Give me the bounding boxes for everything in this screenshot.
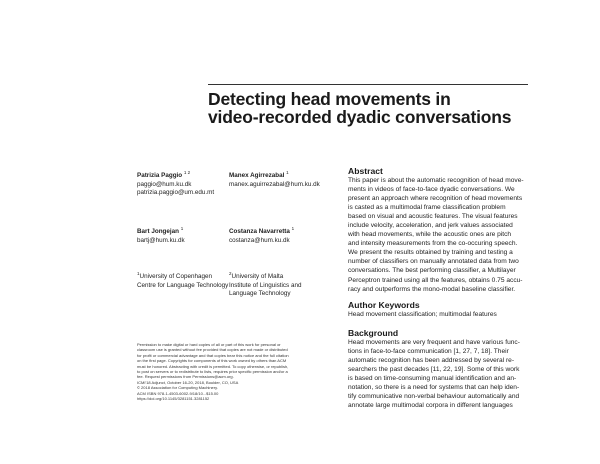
abstract-heading: Abstract xyxy=(348,166,383,176)
abstract-line: with head movements, while the acoustic ones are pitch xyxy=(348,231,512,239)
author-email: paggio@hum.ku.dk xyxy=(137,180,192,188)
affiliation-line: University of Malta xyxy=(231,273,284,280)
copyright-line: for profit or commercial advantage and that copies bear this notice and the full citation xyxy=(137,352,289,358)
title-line-1: Detecting head movements in xyxy=(208,89,451,109)
copyright-line: ICMI'18 Adjunct, October 16-20, 2018, Boulder, CO, USA xyxy=(137,379,239,385)
copyright-line: fee. Request permissions from Permissions@acm.org. xyxy=(137,374,234,380)
abstract-section xyxy=(348,166,528,294)
affiliation-marker: 1 xyxy=(137,270,140,276)
background-line: is based on time-consuming manual identification and an- xyxy=(348,375,517,383)
author-name: Manex Agirrezabal xyxy=(229,172,285,179)
abstract-line: Perceptron trained using all the features, obtains 0.75 accu- xyxy=(348,276,523,284)
copyright-line: Permission to make digital or hard copies of all or part of this work for personal or xyxy=(137,342,281,347)
author-affiliation-marker: 1 xyxy=(291,225,295,231)
abstract-line: conversations. The best performing classifier, a Multilayer xyxy=(348,267,516,275)
author-email: manex.aguirrezabal@hum.ku.dk xyxy=(229,180,320,188)
affiliation-line: Language Technology xyxy=(229,290,291,298)
background-line: searchers the past decades [11, 22, 19]. Some of this work xyxy=(348,366,520,374)
abstract-line: We present the results obtained by training and testing a xyxy=(348,249,513,257)
affiliation-block xyxy=(137,270,229,290)
title-line-2: video-recorded dyadic conversations xyxy=(208,107,512,127)
keywords-text xyxy=(348,310,528,319)
copyright-notice xyxy=(137,342,315,401)
author-affiliation-marker: 1 xyxy=(180,225,184,231)
author-name: Costanza Navarretta xyxy=(229,228,290,235)
background-heading: Background xyxy=(348,328,399,338)
abstract-line: include velocity, acceleration, and jerk values associated xyxy=(348,222,513,230)
background-section xyxy=(348,328,528,410)
affiliation-block xyxy=(229,270,302,299)
author-block xyxy=(137,225,185,245)
background-line: tify communicative non-verbal behaviour automatically and xyxy=(348,393,520,401)
abstract-line: based on visual and acoustic features. The visual features xyxy=(348,213,518,221)
abstract-line: and intensity measurements from the co-occuring speech. xyxy=(348,240,518,248)
copyright-line: on the first page. Copyrights for components of this work owned by others than ACM xyxy=(137,358,287,364)
background-line: Head movements are very frequent and have various func- xyxy=(348,339,520,346)
author-email: costanza@hum.ku.dk xyxy=(229,236,290,244)
background-line: notation, so there is a need for systems that can help iden- xyxy=(348,384,520,392)
affiliation-line: Institute of Linguistics and xyxy=(229,281,302,289)
copyright-line: must be honored. Abstracting with credit is permitted. To copy otherwise, or republish, xyxy=(137,363,289,369)
author-email: bartj@hum.ku.dk xyxy=(137,236,185,244)
copyright-line: to post on servers or to redistribute to lists, requires prior specific permission and/or a xyxy=(137,369,288,375)
copyright-line: classroom use is granted without fee provided that copies are not made or distributed xyxy=(137,347,288,353)
author-block xyxy=(229,169,320,189)
author-name: Patrizia Paggio xyxy=(137,172,183,179)
background-line: annotate large multimodal corpora in different languages xyxy=(348,402,513,410)
abstract-line: This paper is about the automatic recognition of head move- xyxy=(348,177,524,184)
background-text xyxy=(348,338,528,410)
author-email: patrizia.paggio@um.edu.mt xyxy=(137,189,215,197)
title-rule xyxy=(208,84,528,85)
copyright-line: https://doi.org/10.1145/3281151.3281152 xyxy=(137,396,210,402)
abstract-line: number of classifiers on manually annotated data from two xyxy=(348,258,519,266)
author-name: Bart Jongejan xyxy=(137,228,179,235)
copyright-line: ACM ISBN 978-1-4503-6002-9/18/10...$15.00 xyxy=(137,390,219,396)
affiliation-line: University of Copenhagen xyxy=(139,273,212,280)
keywords-section xyxy=(348,300,528,319)
affiliation-line: Centre for Language Technology xyxy=(137,281,229,289)
author-affiliation-marker: 1 xyxy=(286,169,289,175)
author-block xyxy=(229,225,295,245)
paper-title xyxy=(208,90,568,126)
copyright-line: © 2018 Association for Computing Machinery. xyxy=(137,385,218,391)
author-affiliation-marker: 1 2 xyxy=(183,169,191,175)
abstract-line: ments in videos of face-to-face dyadic conversations. We xyxy=(348,186,515,194)
keywords-heading: Author Keywords xyxy=(348,300,420,310)
author-block xyxy=(137,169,215,198)
abstract-line: present an approach where recognition of head movements xyxy=(348,195,523,203)
abstract-line: racy and outperforms the mono-modal baseline classifier. xyxy=(348,285,516,293)
background-line: automatic recognition has been addressed by several re- xyxy=(348,357,515,365)
affiliation-marker: 2 xyxy=(229,270,232,276)
abstract-line: is casted as a multimodal frame classification problem xyxy=(348,204,506,212)
abstract-text xyxy=(348,176,528,294)
keywords-line: Head movement classification; multimodal features xyxy=(348,311,497,318)
background-line: tions in face-to-face communication [1, 27, 7, 18]. Their xyxy=(348,348,509,356)
